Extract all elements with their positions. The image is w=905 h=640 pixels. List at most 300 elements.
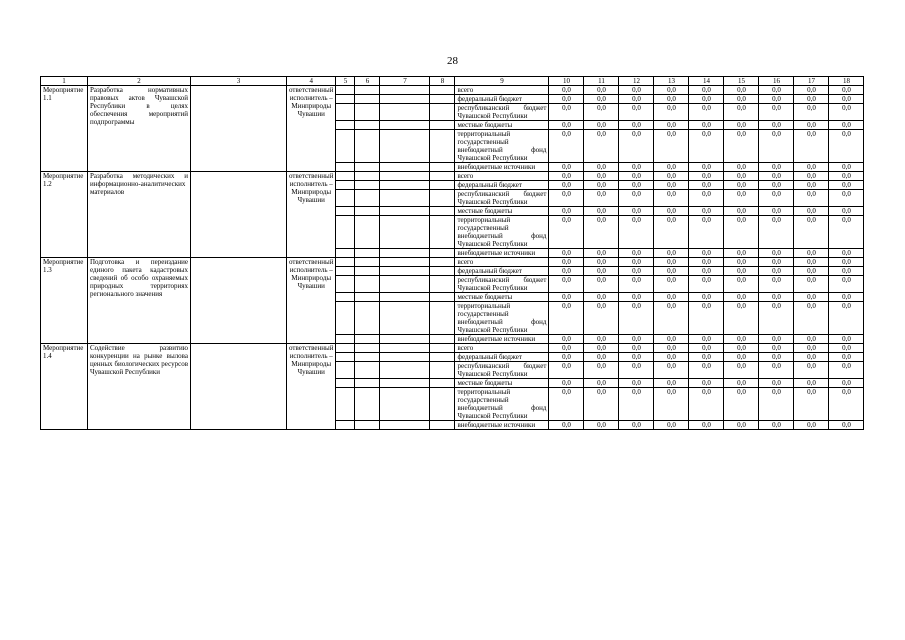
funding-value: 0,0 [549, 249, 584, 258]
empty-cell [380, 362, 430, 379]
funding-source: внебюджетные источники [455, 163, 549, 172]
funding-value: 0,0 [619, 421, 654, 430]
funding-value: 0,0 [689, 216, 724, 249]
funding-value: 0,0 [689, 421, 724, 430]
funding-value: 0,0 [829, 335, 864, 344]
table-row [41, 258, 864, 267]
empty-cell [380, 190, 430, 207]
funding-value: 0,0 [549, 267, 584, 276]
empty-cell [430, 379, 455, 388]
funding-source: территориальный государственный внебюджетный фонд Чувашской Республики [455, 388, 549, 421]
funding-source: местные бюджеты [455, 293, 549, 302]
empty-cell [380, 130, 430, 163]
empty-cell [430, 216, 455, 249]
empty-cell [336, 172, 355, 181]
funding-value: 0,0 [619, 172, 654, 181]
column-number-cell: 10 [549, 77, 584, 86]
empty-cell [430, 163, 455, 172]
empty-cell [380, 276, 430, 293]
funding-value: 0,0 [724, 104, 759, 121]
funding-source: территориальный государственный внебюджетный фонд Чувашской Республики [455, 216, 549, 249]
funding-value: 0,0 [584, 172, 619, 181]
funding-value: 0,0 [619, 258, 654, 267]
measure-executor: ответственный исполнитель – Минприроды Чувашии [287, 172, 336, 258]
empty-cell [430, 172, 455, 181]
funding-value: 0,0 [584, 267, 619, 276]
empty-cell [336, 121, 355, 130]
funding-value: 0,0 [794, 276, 829, 293]
funding-value: 0,0 [759, 249, 794, 258]
empty-cell [355, 190, 380, 207]
funding-value: 0,0 [794, 353, 829, 362]
funding-value: 0,0 [619, 353, 654, 362]
column-number-cell: 7 [380, 77, 430, 86]
funding-value: 0,0 [829, 276, 864, 293]
funding-value: 0,0 [724, 353, 759, 362]
funding-value: 0,0 [724, 335, 759, 344]
funding-value: 0,0 [794, 121, 829, 130]
funding-value: 0,0 [689, 293, 724, 302]
empty-cell [430, 293, 455, 302]
empty-cell [355, 276, 380, 293]
funding-value: 0,0 [724, 421, 759, 430]
empty-cell [430, 344, 455, 353]
funding-source: внебюджетные источники [455, 335, 549, 344]
empty-cell [355, 421, 380, 430]
funding-value: 0,0 [829, 190, 864, 207]
funding-value: 0,0 [654, 276, 689, 293]
funding-value: 0,0 [759, 335, 794, 344]
funding-value: 0,0 [724, 302, 759, 335]
funding-value: 0,0 [829, 104, 864, 121]
empty-cell [430, 95, 455, 104]
measure-executor: ответственный исполнитель – Минприроды Чувашии [287, 86, 336, 172]
empty-cell [336, 379, 355, 388]
empty-cell [380, 335, 430, 344]
funding-value: 0,0 [584, 207, 619, 216]
funding-value: 0,0 [654, 216, 689, 249]
empty-cell [336, 86, 355, 95]
funding-value: 0,0 [584, 121, 619, 130]
funding-value: 0,0 [794, 163, 829, 172]
funding-value: 0,0 [654, 353, 689, 362]
empty-cell [380, 353, 430, 362]
funding-value: 0,0 [724, 379, 759, 388]
funding-value: 0,0 [584, 249, 619, 258]
empty-cell [380, 181, 430, 190]
funding-value: 0,0 [584, 95, 619, 104]
funding-value: 0,0 [759, 353, 794, 362]
funding-value: 0,0 [584, 104, 619, 121]
empty-cell [380, 163, 430, 172]
funding-value: 0,0 [654, 95, 689, 104]
funding-value: 0,0 [724, 258, 759, 267]
column-number-cell: 16 [759, 77, 794, 86]
funding-source: федеральный бюджет [455, 267, 549, 276]
funding-value: 0,0 [689, 353, 724, 362]
funding-value: 0,0 [759, 130, 794, 163]
funding-value: 0,0 [584, 86, 619, 95]
column-number-cell: 13 [654, 77, 689, 86]
empty-cell [191, 344, 287, 430]
funding-value: 0,0 [619, 86, 654, 95]
empty-cell [355, 181, 380, 190]
funding-value: 0,0 [829, 258, 864, 267]
funding-value: 0,0 [549, 344, 584, 353]
funding-value: 0,0 [794, 267, 829, 276]
funding-value: 0,0 [829, 86, 864, 95]
column-number-row [41, 77, 864, 86]
funding-value: 0,0 [759, 258, 794, 267]
empty-cell [355, 130, 380, 163]
measure-executor: ответственный исполнитель – Минприроды Чувашии [287, 258, 336, 344]
funding-value: 0,0 [654, 249, 689, 258]
funding-value: 0,0 [759, 388, 794, 421]
empty-cell [380, 421, 430, 430]
empty-cell [430, 249, 455, 258]
funding-value: 0,0 [794, 249, 829, 258]
funding-value: 0,0 [549, 421, 584, 430]
funding-value: 0,0 [549, 302, 584, 335]
column-number-cell: 15 [724, 77, 759, 86]
funding-value: 0,0 [724, 130, 759, 163]
empty-cell [355, 95, 380, 104]
funding-value: 0,0 [689, 267, 724, 276]
funding-value: 0,0 [829, 172, 864, 181]
funding-value: 0,0 [794, 302, 829, 335]
funding-value: 0,0 [724, 190, 759, 207]
funding-value: 0,0 [654, 335, 689, 344]
measure-code: Мероприятие 1.4 [41, 344, 88, 430]
funding-value: 0,0 [829, 95, 864, 104]
funding-value: 0,0 [619, 163, 654, 172]
measure-code: Мероприятие 1.3 [41, 258, 88, 344]
funding-value: 0,0 [584, 181, 619, 190]
funding-value: 0,0 [549, 95, 584, 104]
funding-value: 0,0 [619, 362, 654, 379]
funding-value: 0,0 [794, 104, 829, 121]
funding-value: 0,0 [654, 362, 689, 379]
funding-value: 0,0 [759, 362, 794, 379]
empty-cell [336, 335, 355, 344]
funding-value: 0,0 [549, 388, 584, 421]
funding-value: 0,0 [584, 190, 619, 207]
funding-value: 0,0 [689, 172, 724, 181]
funding-value: 0,0 [619, 190, 654, 207]
funding-value: 0,0 [794, 130, 829, 163]
funding-value: 0,0 [759, 421, 794, 430]
funding-value: 0,0 [619, 276, 654, 293]
funding-source: местные бюджеты [455, 207, 549, 216]
empty-cell [430, 104, 455, 121]
funding-value: 0,0 [724, 207, 759, 216]
funding-value: 0,0 [759, 379, 794, 388]
column-number-cell: 12 [619, 77, 654, 86]
funding-value: 0,0 [759, 344, 794, 353]
empty-cell [355, 258, 380, 267]
funding-value: 0,0 [654, 379, 689, 388]
empty-cell [380, 207, 430, 216]
column-number-cell: 1 [41, 77, 88, 86]
measure-name: Подготовка и переиздание единого пакета кадастровых сведений об особо охраняемых природных территориях регионального значения [88, 258, 191, 344]
funding-value: 0,0 [654, 190, 689, 207]
funding-source: республиканский бюджет Чувашской Республики [455, 276, 549, 293]
empty-cell [430, 421, 455, 430]
funding-value: 0,0 [689, 207, 724, 216]
empty-cell [355, 344, 380, 353]
empty-cell [191, 172, 287, 258]
funding-value: 0,0 [724, 276, 759, 293]
funding-value: 0,0 [794, 181, 829, 190]
funding-value: 0,0 [829, 181, 864, 190]
funding-value: 0,0 [619, 104, 654, 121]
funding-value: 0,0 [654, 163, 689, 172]
funding-value: 0,0 [654, 302, 689, 335]
funding-value: 0,0 [759, 216, 794, 249]
empty-cell [355, 267, 380, 276]
funding-value: 0,0 [759, 181, 794, 190]
empty-cell [355, 104, 380, 121]
empty-cell [380, 95, 430, 104]
empty-cell [336, 276, 355, 293]
funding-value: 0,0 [584, 216, 619, 249]
funding-value: 0,0 [584, 379, 619, 388]
empty-cell [355, 121, 380, 130]
funding-value: 0,0 [794, 258, 829, 267]
empty-cell [355, 249, 380, 258]
funding-value: 0,0 [689, 121, 724, 130]
funding-value: 0,0 [689, 104, 724, 121]
funding-value: 0,0 [794, 335, 829, 344]
funding-value: 0,0 [584, 388, 619, 421]
funding-value: 0,0 [584, 302, 619, 335]
empty-cell [430, 276, 455, 293]
table-row [41, 86, 864, 95]
page-number: 28 [447, 55, 458, 67]
funding-value: 0,0 [654, 86, 689, 95]
empty-cell [336, 267, 355, 276]
empty-cell [430, 267, 455, 276]
funding-value: 0,0 [689, 181, 724, 190]
funding-value: 0,0 [794, 190, 829, 207]
funding-value: 0,0 [759, 86, 794, 95]
funding-value: 0,0 [829, 121, 864, 130]
funding-value: 0,0 [829, 388, 864, 421]
funding-source: местные бюджеты [455, 121, 549, 130]
empty-cell [430, 302, 455, 335]
funding-value: 0,0 [619, 181, 654, 190]
funding-value: 0,0 [549, 190, 584, 207]
empty-cell [380, 104, 430, 121]
funding-value: 0,0 [584, 335, 619, 344]
funding-source: республиканский бюджет Чувашской Республики [455, 190, 549, 207]
funding-source: всего [455, 172, 549, 181]
funding-value: 0,0 [549, 276, 584, 293]
funding-value: 0,0 [619, 388, 654, 421]
funding-value: 0,0 [829, 207, 864, 216]
funding-value: 0,0 [829, 249, 864, 258]
funding-value: 0,0 [584, 130, 619, 163]
funding-value: 0,0 [829, 130, 864, 163]
empty-cell [355, 388, 380, 421]
table-container [40, 76, 864, 430]
funding-value: 0,0 [689, 388, 724, 421]
empty-cell [336, 421, 355, 430]
measure-code: Мероприятие 1.1 [41, 86, 88, 172]
empty-cell [380, 388, 430, 421]
funding-value: 0,0 [689, 335, 724, 344]
funding-value: 0,0 [654, 104, 689, 121]
funding-value: 0,0 [724, 267, 759, 276]
funding-value: 0,0 [549, 130, 584, 163]
empty-cell [430, 86, 455, 95]
funding-value: 0,0 [549, 181, 584, 190]
funding-value: 0,0 [829, 421, 864, 430]
empty-cell [355, 379, 380, 388]
funding-value: 0,0 [794, 207, 829, 216]
empty-cell [336, 104, 355, 121]
empty-cell [336, 207, 355, 216]
empty-cell [430, 388, 455, 421]
empty-cell [380, 216, 430, 249]
funding-value: 0,0 [724, 362, 759, 379]
funding-value: 0,0 [794, 172, 829, 181]
funding-value: 0,0 [829, 362, 864, 379]
funding-value: 0,0 [619, 95, 654, 104]
empty-cell [355, 86, 380, 95]
funding-value: 0,0 [584, 421, 619, 430]
funding-value: 0,0 [724, 216, 759, 249]
funding-value: 0,0 [759, 293, 794, 302]
funding-value: 0,0 [724, 95, 759, 104]
column-number-cell: 3 [191, 77, 287, 86]
empty-cell [336, 388, 355, 421]
empty-cell [355, 216, 380, 249]
empty-cell [336, 344, 355, 353]
empty-cell [336, 293, 355, 302]
funding-value: 0,0 [759, 163, 794, 172]
empty-cell [336, 181, 355, 190]
funding-value: 0,0 [619, 121, 654, 130]
funding-value: 0,0 [654, 130, 689, 163]
funding-value: 0,0 [689, 276, 724, 293]
funding-value: 0,0 [689, 302, 724, 335]
funding-value: 0,0 [724, 172, 759, 181]
funding-value: 0,0 [794, 344, 829, 353]
empty-cell [380, 172, 430, 181]
funding-value: 0,0 [654, 344, 689, 353]
funding-value: 0,0 [829, 302, 864, 335]
column-number-cell: 2 [88, 77, 191, 86]
funding-value: 0,0 [584, 293, 619, 302]
funding-value: 0,0 [794, 379, 829, 388]
funding-source: федеральный бюджет [455, 181, 549, 190]
empty-cell [336, 302, 355, 335]
empty-cell [336, 249, 355, 258]
funding-source: всего [455, 258, 549, 267]
empty-cell [430, 258, 455, 267]
empty-cell [380, 258, 430, 267]
funding-value: 0,0 [689, 163, 724, 172]
funding-source: республиканский бюджет Чувашской Республики [455, 362, 549, 379]
empty-cell [380, 302, 430, 335]
funding-value: 0,0 [654, 258, 689, 267]
funding-source: внебюджетные источники [455, 421, 549, 430]
funding-value: 0,0 [794, 362, 829, 379]
funding-value: 0,0 [654, 388, 689, 421]
funding-source: федеральный бюджет [455, 353, 549, 362]
empty-cell [336, 353, 355, 362]
empty-cell [355, 172, 380, 181]
funding-source: федеральный бюджет [455, 95, 549, 104]
measure-executor: ответственный исполнитель – Минприроды Чувашии [287, 344, 336, 430]
column-number-cell: 18 [829, 77, 864, 86]
funding-value: 0,0 [549, 335, 584, 344]
funding-value: 0,0 [654, 421, 689, 430]
funding-value: 0,0 [654, 181, 689, 190]
funding-value: 0,0 [689, 379, 724, 388]
funding-value: 0,0 [724, 181, 759, 190]
funding-value: 0,0 [829, 163, 864, 172]
column-number-cell: 14 [689, 77, 724, 86]
empty-cell [380, 344, 430, 353]
empty-cell [355, 163, 380, 172]
funding-value: 0,0 [549, 258, 584, 267]
funding-value: 0,0 [549, 172, 584, 181]
empty-cell [430, 181, 455, 190]
funding-value: 0,0 [724, 86, 759, 95]
funding-value: 0,0 [759, 121, 794, 130]
funding-value: 0,0 [584, 163, 619, 172]
funding-value: 0,0 [689, 258, 724, 267]
funding-value: 0,0 [759, 302, 794, 335]
empty-cell [336, 362, 355, 379]
funding-source: местные бюджеты [455, 379, 549, 388]
funding-value: 0,0 [724, 249, 759, 258]
empty-cell [336, 95, 355, 104]
funding-source: территориальный государственный внебюджетный фонд Чувашской Республики [455, 130, 549, 163]
empty-cell [430, 121, 455, 130]
funding-value: 0,0 [549, 104, 584, 121]
funding-source: республиканский бюджет Чувашской Республики [455, 104, 549, 121]
empty-cell [191, 258, 287, 344]
empty-cell [336, 258, 355, 267]
empty-cell [430, 335, 455, 344]
funding-value: 0,0 [619, 293, 654, 302]
funding-value: 0,0 [759, 95, 794, 104]
funding-value: 0,0 [549, 207, 584, 216]
empty-cell [430, 130, 455, 163]
funding-value: 0,0 [549, 353, 584, 362]
funding-value: 0,0 [654, 121, 689, 130]
funding-value: 0,0 [829, 379, 864, 388]
funding-value: 0,0 [689, 86, 724, 95]
funding-value: 0,0 [549, 163, 584, 172]
empty-cell [336, 163, 355, 172]
empty-cell [336, 216, 355, 249]
column-number-cell: 5 [336, 77, 355, 86]
funding-value: 0,0 [724, 388, 759, 421]
empty-cell [355, 353, 380, 362]
empty-cell [355, 302, 380, 335]
empty-cell [380, 379, 430, 388]
funding-value: 0,0 [794, 293, 829, 302]
funding-value: 0,0 [759, 276, 794, 293]
column-number-cell: 8 [430, 77, 455, 86]
funding-value: 0,0 [584, 353, 619, 362]
empty-cell [380, 86, 430, 95]
funding-value: 0,0 [759, 190, 794, 207]
